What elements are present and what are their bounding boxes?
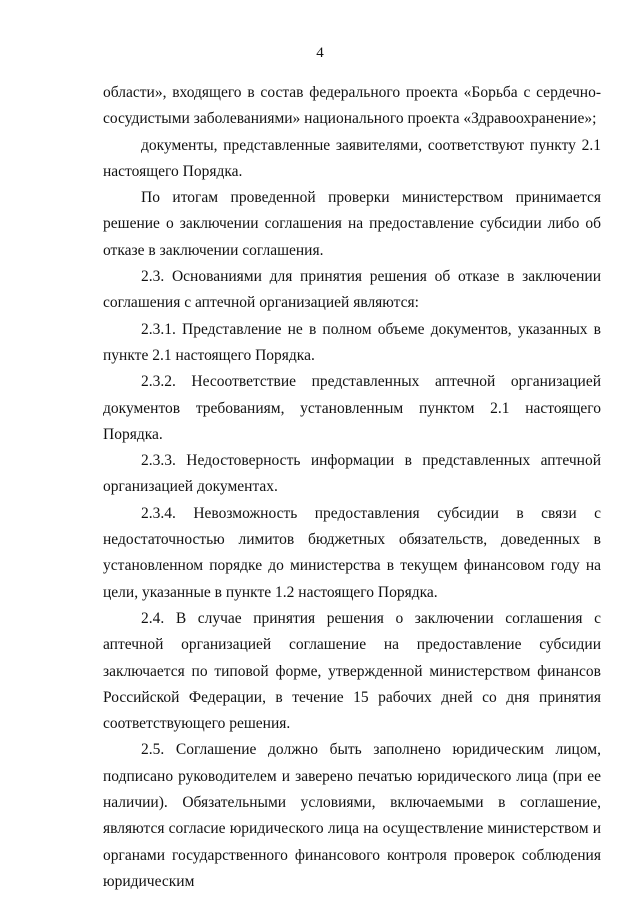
paragraph-2-4: 2.4. В случае принятия решения о заключении соглашения с аптечной организацией соглашение на предоставление субсидии заключается по типовой форме, утвержденной министерством финансов Российской Федерации, в течение 15 рабочих дней со дня принятия соответствующего решения. — [103, 609, 601, 733]
paragraph-2-3-2: 2.3.2. Несоответствие представленных аптечной организацией документов требованиям, установленным пунктом 2.1 настоящего Порядка. — [103, 373, 601, 443]
document-body — [103, 80, 601, 895]
paragraph-continuation: области», входящего в состав федерального проекта «Борьба с сердечно-сосудистыми заболеваниями» национального проекта «Здравоохранение»; — [103, 84, 601, 128]
paragraph-2-3-3: 2.3.3. Недостоверность информации в представленных аптечной организацией документах. — [103, 452, 601, 496]
paragraph-2-3: 2.3. Основаниями для принятия решения об отказе в заключении соглашения с аптечной организацией являются: — [103, 268, 601, 312]
paragraph-2-3-4: 2.3.4. Невозможность предоставления субсидии в связи с недостаточностью лимитов бюджетных обязательств, доведенных в установленном порядке до министерства в текущем финансовом году на цели, указанные в пункте 1.2 настоящего Порядка. — [103, 504, 601, 601]
page-number: 4 — [316, 45, 324, 61]
paragraph-verification-results: По итогам проведенной проверки министерством принимается решение о заключении соглашения на предоставление субсидии либо об отказе в заключении соглашения. — [103, 189, 601, 259]
paragraph-2-5: 2.5. Соглашение должно быть заполнено юридическим лицом, подписано руководителем и заверено печатью юридического лица (при ее наличии). Обязательными условиями, включаемыми в соглашение, являются согласие юридического лица на осуществление министерством и органами государственного финансового контроля проверок соблюдения юридическим — [103, 741, 601, 890]
paragraph-documents-compliance: документы, представленные заявителями, соответствуют пункту 2.1 настоящего Порядка. — [103, 136, 601, 180]
paragraph-2-3-1: 2.3.1. Представление не в полном объеме документов, указанных в пункте 2.1 настоящего Порядка. — [103, 320, 601, 364]
